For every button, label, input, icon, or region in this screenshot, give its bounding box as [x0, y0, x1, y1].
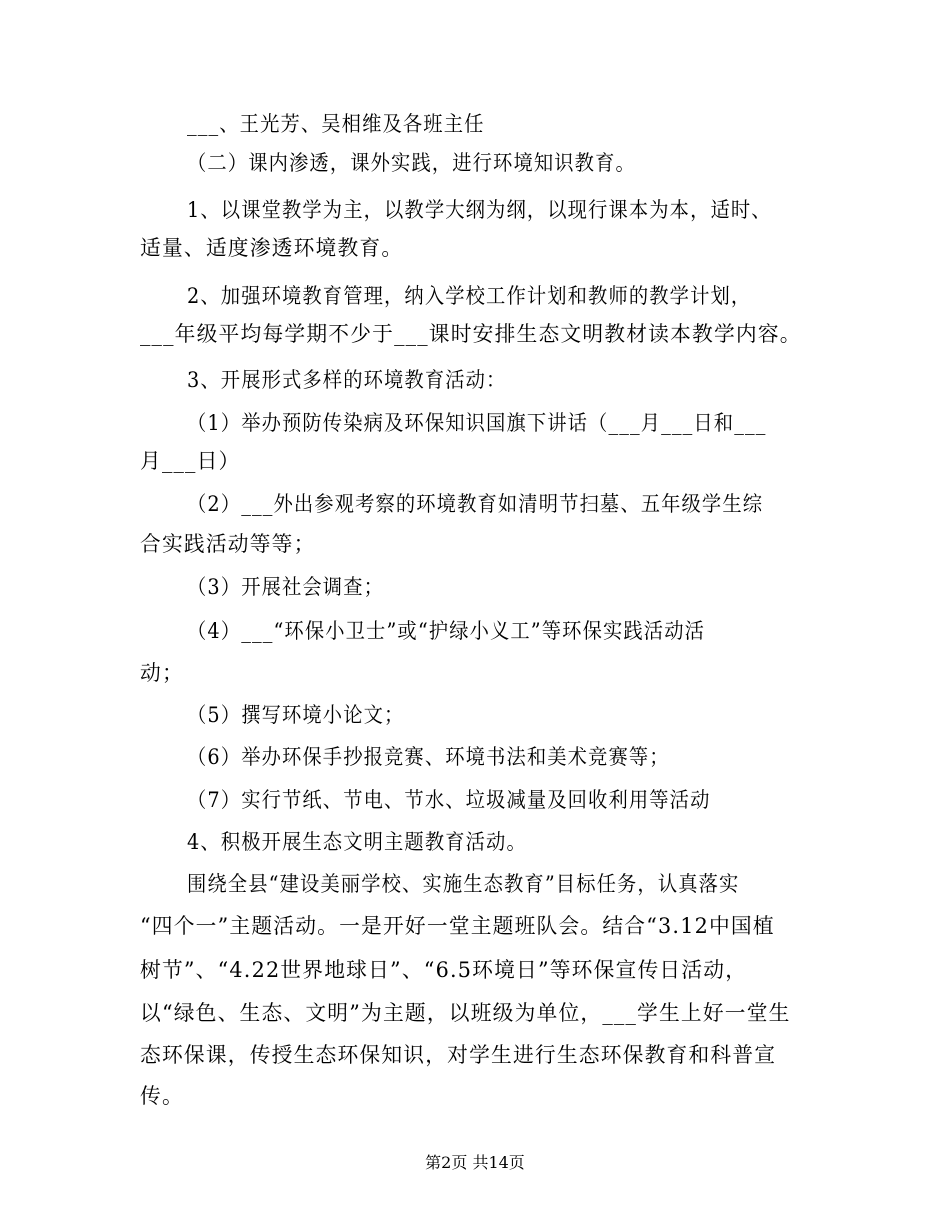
- page-footer: 第2页 共14页: [425, 1153, 525, 1172]
- paragraph-line: ___年级平均每学期不少于___课时安排生态文明教材读本教学内容。: [140, 322, 802, 346]
- paragraph-line: 围绕全县“建设美丽学校、实施生态教育”目标任务，认真落实: [187, 872, 740, 896]
- list-item: （5）撰写环境小论文；: [187, 703, 405, 727]
- list-item: （2）___外出参观考察的环境教育如清明节扫墓、五年级学生综: [187, 492, 764, 516]
- list-item-continuation: 月___日）: [140, 449, 241, 473]
- paragraph-line: 树节”、“4.22世界地球日”、“6.5环境日”等环保宣传日活动，: [140, 958, 748, 982]
- paragraph-line: 适量、适度渗透环境教育。: [140, 236, 404, 260]
- list-item: （7）实行节纸、节电、节水、垃圾减量及回收利用等活动: [187, 788, 711, 812]
- paragraph-line: 态环保课，传授生态环保知识，对学生进行生态环保教育和科普宣: [140, 1043, 777, 1067]
- list-item-continuation: 动；: [140, 661, 184, 685]
- paragraph-line: “四个一”主题活动。一是开好一堂主题班队会。结合“3.12中国植: [140, 914, 775, 938]
- list-item: （1）举办预防传染病及环保知识国旗下讲话（___月___日和___: [187, 411, 767, 435]
- paragraph-line: 3、开展形式多样的环境教育活动：: [187, 368, 507, 392]
- list-item: （6）举办环保手抄报竞赛、环境书法和美术竞赛等；: [187, 745, 670, 769]
- paragraph-line: 传。: [140, 1084, 184, 1108]
- section-heading: （二）课内渗透，课外实践，进行环境知识教育。: [187, 151, 636, 175]
- paragraph-line: 1、以课堂教学为主，以教学大纲为纲，以现行课本为本，适时、: [187, 198, 772, 222]
- paragraph-line: 2、加强环境教育管理，纳入学校工作计划和教师的教学计划，: [187, 284, 752, 308]
- paragraph-line: 以“绿色、生态、文明”为主题，以班级为单位，___学生上好一堂生: [140, 1001, 791, 1025]
- paragraph-line: ___、王光芳、吴相维及各班主任: [187, 112, 485, 136]
- list-item-continuation: 合实践活动等等；: [140, 532, 316, 556]
- paragraph-line: 4、积极开展生态文明主题教育活动。: [187, 830, 527, 854]
- list-item: （3）开展社会调查；: [187, 575, 385, 599]
- list-item: （4）___“环保小卫士”或“护绿小义工”等环保实践活动活: [187, 619, 706, 643]
